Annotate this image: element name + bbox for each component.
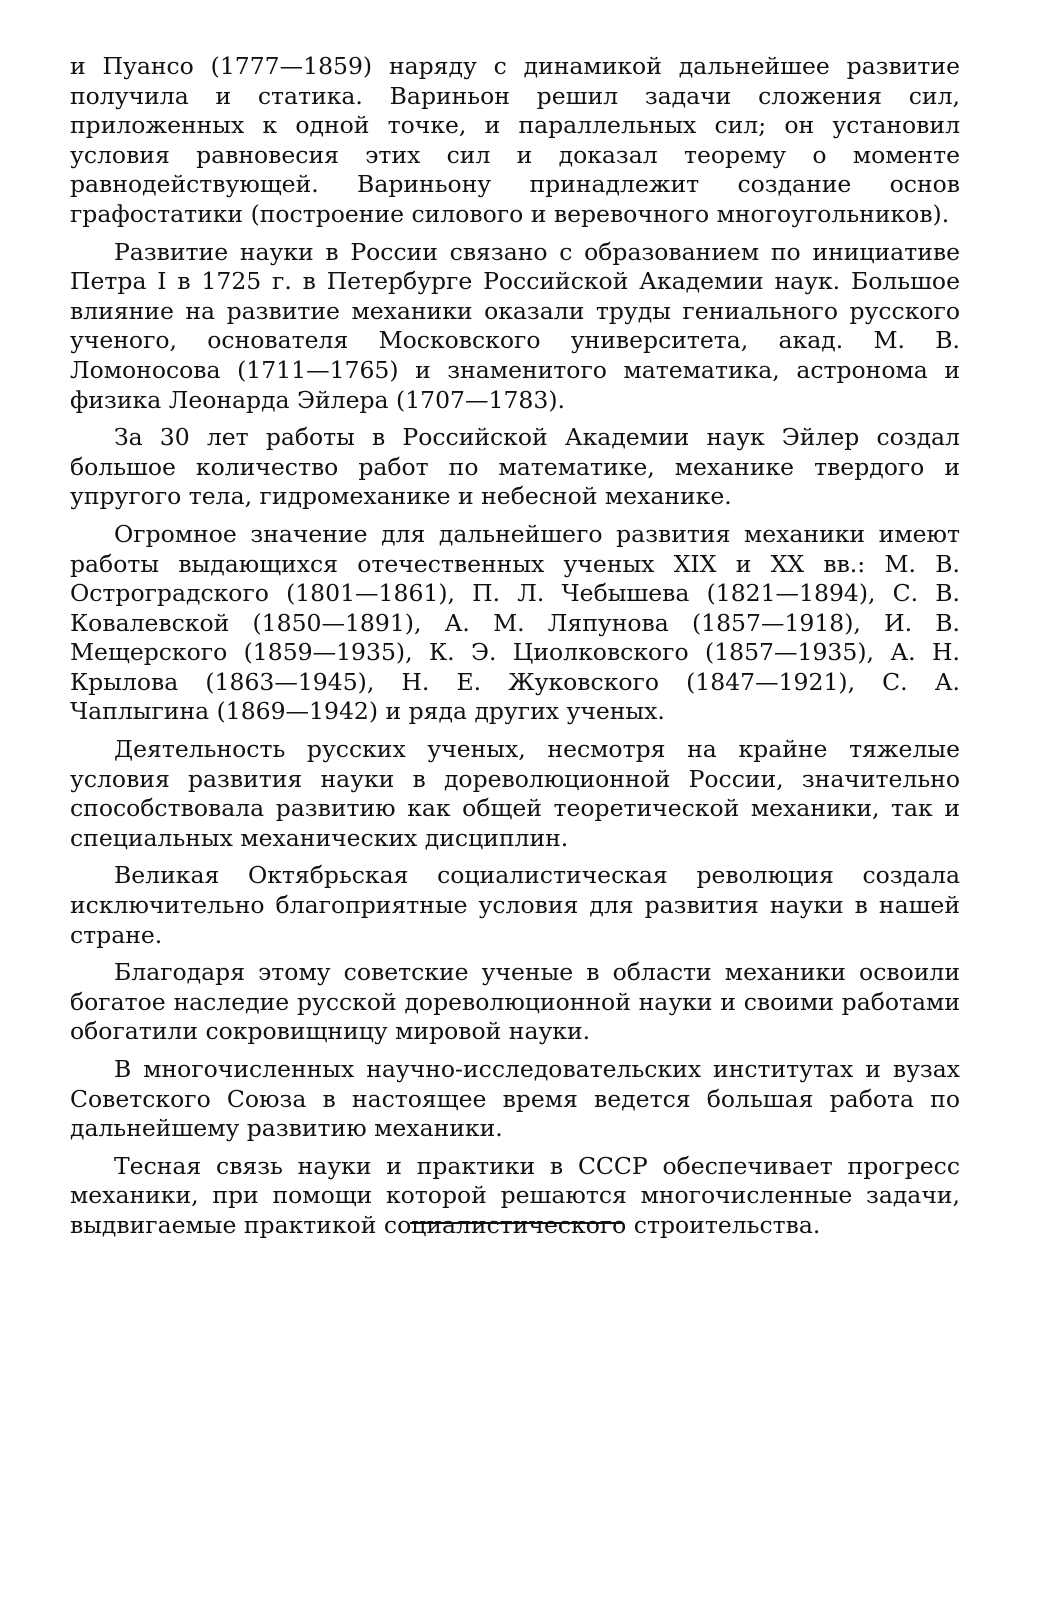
paragraph-5: Деятельность русских ученых, несмотря на крайне тяжелые условия развития науки в дореволюционной России, значительно способствовала развитию как общей теоретической механики, так и специальных механических дисциплин.: [70, 735, 960, 852]
paragraph-3: За 30 лет работы в Российской Академии наук Эйлер создал большое количество работ по математике, механике твердого и упругого тела, гидромеханике и небесной механике.: [70, 423, 960, 511]
paragraph-6: Великая Октябрьская социалистическая революция создала исключительно благоприятные условия для развития науки в нашей стране.: [70, 861, 960, 949]
paragraph-8: В многочисленных научно-исследовательских институтах и вузах Советского Союза в настоящее время ведется большая работа по дальнейшему развитию механики.: [70, 1055, 960, 1143]
paragraph-2: Развитие науки в России связано с образованием по инициативе Петра I в 1725 г. в Петербурге Российской Академии наук. Большое влияние на развитие механики оказали труды гениального русского ученого, основателя Московского университета, акад. М. В. Ломоносова (1711—1765) и знаменитого математика, астронома и физика Леонарда Эйлера (1707—1783).: [70, 237, 960, 414]
paragraph-1: и Пуансо (1777—1859) наряду с динамикой дальнейшее развитие получила и статика. Вариньон решил задачи сложения сил, приложенных к одной точке, и параллельных сил; он установил условия равновесия этих сил и доказал теорему о моменте равнодействующей. Вариньону принадлежит создание основ графостатики (построение силового и веревочного многоугольников).: [70, 52, 960, 228]
paragraph-9: Тесная связь науки и практики в СССР обеспечивает прогресс механики, при помощи которой решаются многочисленные задачи, выдвигаемые практикой социалистического строительства.: [70, 1151, 960, 1239]
end-divider-rule: [410, 1222, 622, 1224]
page-text: [70, 52, 960, 1249]
paragraph-4: Огромное значение для дальнейшего развития механики имеют работы выдающихся отечественных ученых XIX и XX вв.: М. В. Остроградского (1801—1861), П. Л. Чебышева (1821—1894), С. В. Ковалевской (1850—1891), А. М. Ляпунова (1857—1918), И. В. Мещерского (1859—1935), К. Э. Циолковского (1857—1935), А. Н. Крылова (1863—1945), Н. Е. Жуковского (1847—1921), С. А. Чаплыгина (1869—1942) и ряда других ученых.: [70, 519, 960, 726]
paragraph-7: Благодаря этому советские ученые в области механики освоили богатое наследие русской дореволюционной науки и своими работами обогатили сокровищницу мировой науки.: [70, 958, 960, 1046]
